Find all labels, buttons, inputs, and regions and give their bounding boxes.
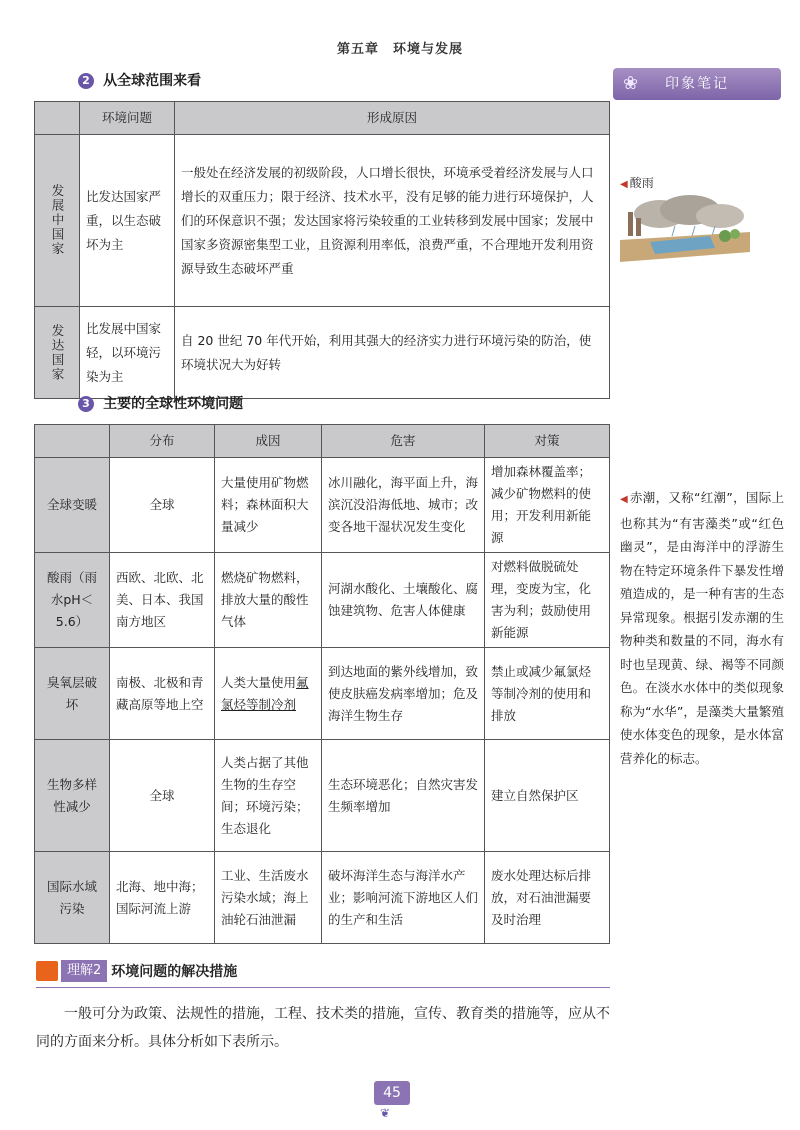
notes-badge-label: 印象笔记 — [665, 76, 729, 92]
section2-title: 从全球范围来看 — [103, 73, 202, 89]
section2-heading — [78, 70, 201, 90]
row-cause: 大量使用矿物燃料；森林面积大量减少 — [215, 458, 322, 553]
decor-swirl-icon: ❀ — [623, 73, 641, 94]
table-row — [35, 648, 610, 740]
row-distribution: 西欧、北欧、北美、日本、我国南方地区 — [110, 553, 215, 648]
row-label: 全球变暖 — [35, 458, 110, 553]
row-harm: 破坏海洋生态与海洋水产业；影响河流下游地区人们的生产和生活 — [322, 852, 485, 944]
understand-heading — [36, 960, 237, 984]
row-cause-underlined: 氟氯烃等制冷剂 — [221, 674, 309, 712]
table-row — [35, 135, 610, 307]
row-cause: 人类占据了其他生物的生存空间；环境污染；生态退化 — [215, 740, 322, 852]
row-measure: 建立自然保护区 — [485, 740, 610, 852]
table-row — [35, 553, 610, 648]
understand-title: 环境问题的解决措施 — [111, 964, 238, 980]
understand-tag: 理解2 — [61, 960, 107, 982]
row-cause — [215, 648, 322, 740]
section2-number: 2 — [78, 73, 94, 89]
table-row — [35, 852, 610, 944]
section3-heading — [78, 393, 243, 413]
row-cause: 自 20 世纪 70 年代开始，利用其强大的经济实力进行环境污染的防治，使环境状况大为好转 — [175, 307, 610, 399]
page-ornament-icon: ❦ — [380, 1106, 391, 1120]
row-distribution: 全球 — [110, 458, 215, 553]
chapter-header: 第五章 环境与发展 — [336, 42, 463, 57]
row-measure: 对燃料做脱硫处理，变废为宝，化害为利；鼓励使用新能源 — [485, 553, 610, 648]
table-row — [35, 740, 610, 852]
row-distribution: 南极、北极和青藏高原等地上空 — [110, 648, 215, 740]
table-header-row — [35, 102, 610, 135]
row-cause: 工业、生活废水污染水域；海上油轮石油泄漏 — [215, 852, 322, 944]
header-cause: 形成原因 — [175, 102, 610, 135]
table-header-row — [35, 425, 610, 458]
row-problem: 比发达国家严重，以生态破坏为主 — [80, 135, 175, 307]
row-label: 发达国家 — [35, 307, 80, 399]
header-harm: 危害 — [322, 425, 485, 458]
triangle-marker-icon: ◀ — [620, 494, 628, 505]
row-harm: 生态环境恶化；自然灾害发生频率增加 — [322, 740, 485, 852]
header-blank — [35, 425, 110, 458]
row-harm: 冰川融化，海平面上升，海滨沉没沿海低地、城市；改变各地干湿状况发生变化 — [322, 458, 485, 553]
section3-number: 3 — [78, 396, 94, 412]
header-blank — [35, 102, 80, 135]
header-distribution: 分布 — [110, 425, 215, 458]
acid-rain-illustration — [620, 192, 750, 264]
row-label: 国际水域污染 — [35, 852, 110, 944]
table-row — [35, 307, 610, 399]
row-label: 发展中国家 — [35, 135, 80, 307]
row-label: 生物多样性减少 — [35, 740, 110, 852]
section3-title: 主要的全球性环境问题 — [103, 396, 244, 412]
row-distribution: 北海、地中海；国际河流上游 — [110, 852, 215, 944]
row-cause: 燃烧矿物燃料，排放大量的酸性气体 — [215, 553, 322, 648]
triangle-marker-icon: ◀ — [620, 179, 628, 190]
row-harm: 河湖水酸化、土壤酸化、腐蚀建筑物、危害人体健康 — [322, 553, 485, 648]
row-distribution: 全球 — [110, 740, 215, 852]
page-number: 45 — [374, 1081, 410, 1105]
row-measure: 废水处理达标后排放，对石油泄漏要及时治理 — [485, 852, 610, 944]
table-row — [35, 458, 610, 553]
header-cause: 成因 — [215, 425, 322, 458]
global-issues-table — [34, 424, 610, 944]
row-measure: 增加森林覆盖率；减少矿物燃料的使用；开发利用新能源 — [485, 458, 610, 553]
header-problem: 环境问题 — [80, 102, 175, 135]
row-label: 酸雨（雨水pH＜5.6） — [35, 553, 110, 648]
row-harm: 到达地面的紫外线增加，致使皮肤癌发病率增加；危及海洋生物生存 — [322, 648, 485, 740]
header-measure: 对策 — [485, 425, 610, 458]
red-tide-text: 赤潮，又称“红潮”，国际上也称其为“有害藻类”或“红色幽灵”，是由海洋中的浮游生物在特定环境条件下暴发性增殖造成的，是一种有害的生态异常现象。根据引发赤潮的生物种类和数量的不同，海水有时也呈现黄、绿、褐等不同颜色。在淡水水体中的类似现象称为“水华”，是藻类大量繁殖使水体变色的现象，是水体富营养化的标志。 — [620, 490, 785, 766]
row-cause-text: 人类大量使用 — [221, 674, 297, 690]
notes-badge — [613, 68, 781, 100]
row-measure: 禁止或减少氟氯烃等制冷剂的使用和排放 — [485, 648, 610, 740]
body-paragraph: 一般可分为政策、法规性的措施，工程、技术类的措施，宣传、教育类的措施等，应从不同的方面来分析。具体分析如下表所示。 — [36, 1006, 610, 1050]
red-tide-note — [620, 486, 784, 770]
row-cause: 一般处在经济发展的初级阶段，人口增长很快，环境承受着经济发展与人口增长的双重压力；限于经济、技术水平，没有足够的能力进行环境保护，人们的环保意识不强；发达国家将污染较重的工业转移到发展中国家；发展中国家多资源密集型工业，且资源利用率低，浪费严重，不合理地开发利用资源导致生态破坏严重 — [175, 135, 610, 307]
row-problem: 比发展中国家轻，以环境污染为主 — [80, 307, 175, 399]
row-label: 臭氧层破坏 — [35, 648, 110, 740]
divider — [36, 987, 610, 988]
developing-developed-table — [34, 101, 610, 399]
book-icon — [36, 961, 58, 981]
acid-rain-label: 酸雨 — [629, 176, 654, 190]
acid-rain-caption — [620, 174, 654, 191]
